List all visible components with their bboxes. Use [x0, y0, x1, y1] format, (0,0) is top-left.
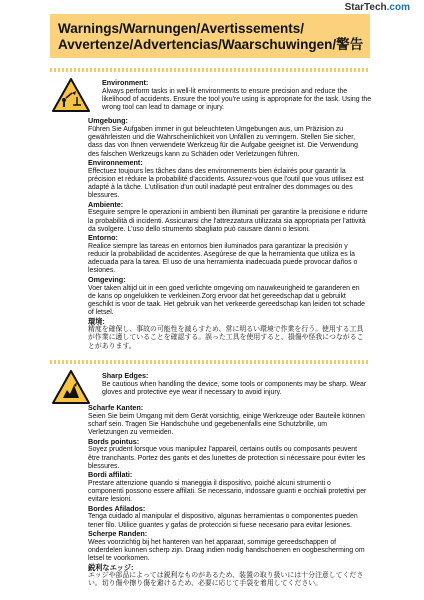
section-divider: [50, 68, 370, 72]
lang-block: [88, 564, 368, 589]
lang-block: [88, 404, 368, 437]
lang-title: Bordi affilati:: [88, 470, 133, 480]
lang-title: 鋭利なエッジ:: [88, 562, 134, 572]
lang-block: [88, 117, 368, 158]
lang-block: [88, 276, 368, 317]
lang-title: Ambiente:: [88, 199, 124, 209]
environment-title: Environment:: [102, 78, 149, 87]
sharp-edges-translations: [88, 404, 368, 589]
lang-text: Wees voorzichtig bij het hanteren van het apparaat, sommige gereedschappen of onderdelen kunnen scherp zijn. Draag indien nodig handschoenen en oogbescherming om letsel te voorkomen.: [88, 538, 365, 563]
lang-block: [88, 201, 368, 234]
lang-title: Scharfe Kanten:: [88, 403, 144, 413]
lang-text: Soyez prudent lorsque vous manipulez l'appareil, certains outils ou composants peuvent être tranchants. Portez des gants et des lunettes de protection si nécessaire pour éviter les blessures.: [88, 446, 366, 470]
environment-translations: [88, 117, 368, 351]
lang-block: [88, 318, 368, 351]
lang-text: Seien Sie beim Umgang mit dem Gerät vorsichtig, einige Werkzeuge oder Bauteile können scharf sein. Tragen Sie Handschuhe und gegebenenfalls eine Schutzbrille, um Verletzungen zu vermeiden.: [88, 412, 365, 437]
environment-warning-icon: [52, 78, 90, 112]
sharp-edges-block: [102, 372, 372, 397]
sharp-edges-title: Sharp Edges:: [102, 371, 149, 380]
lang-block: [88, 438, 368, 471]
lang-title: Umgebung:: [88, 116, 128, 126]
lang-text: Voer taken altijd uit in een goed verlichte omgeving om nauwkeurigheid te garanderen en de kans op ongelukken te verkleinen.Zorg ervoor dat het gereedschap dat u gebruikt geschikt is voor de taak. Het gebruik van het verkeerde gereedschap kan leiden tot schade of letsel.: [88, 284, 365, 317]
lang-text: Effectuez toujours les tâches dans des environnements bien éclairés pour garantir la précision et réduire la probabilité d'accidents. Assurez-vous que l'outil que vous utilisez est adapté à la tâche. L'utilisation d'un outil inadapté peut entraîner des dommages ou des blessures.: [88, 167, 364, 200]
lang-block: [88, 505, 368, 530]
lang-block: [88, 471, 368, 504]
lang-title: Scherpe Randen:: [88, 529, 148, 539]
lang-block: [88, 159, 368, 200]
lang-title: Bords pointus:: [88, 436, 140, 446]
lang-text: Realice siempre las tareas en entornos bien iluminados para garantizar la precisión y reducir la probabilidad de accidentes. Asegúrese de que la herramienta que utiliza es la adecuada para la tarea. El uso de una herramienta inadecuada puede provocar daños o lesiones.: [88, 242, 358, 275]
lang-text: Tenga cuidado al manipular el dispositivo, algunas herramientas o componentes pueden tener filo. Utilice guantes y gafas de protección si fuese necesario para evitar lesiones.: [88, 513, 358, 529]
warnings-banner: [50, 14, 370, 58]
environment-text: Always perform tasks in well-lit environments to ensure precision and reduce the likelihood of accidents. Ensure the tool you're using is appropriate for the task. Using the wrong tool can lead to damage or injury.: [102, 87, 372, 111]
lang-title: Omgeving:: [88, 275, 126, 284]
sharp-edges-text: Be cautious when handling the device, some tools or components may be sharp. Wear gloves and protective eye wear if necessary to avoid injury.: [102, 380, 367, 396]
lang-block: [88, 530, 368, 563]
lang-text: エッジや部品によっては鋭利なものがあるため、装置の取り扱いには十分注意してください。切り傷や擦り傷を避けるため、必要に応じて手袋を着用してください。: [88, 572, 364, 588]
lang-text: Führen Sie Aufgaben immer in gut beleuchteten Umgebungen aus, um Präzision zu gewährleisten und die Wahrscheinlichkeit von Unfällen zu verringern. Stellen Sie sicher, dass das von Ihnen verwendete Werkzeug für die Aufgabe geeignet ist. Die Verwendung des falschen Werkzeugs kann zu Schäden oder Verletzungen führen.: [88, 125, 358, 158]
lang-title: Entorno:: [88, 233, 118, 243]
banner-title-line-1: Warnings/Warnungen/Avertissements/: [58, 21, 305, 36]
section-divider: [50, 360, 370, 364]
lang-text: Eseguire sempre le operazioni in ambienti ben illuminati per garantire la precisione e ridurre la probabilità di incidenti. Assicurarsi che l'attrezzatura utilizzata sia appropriata per l'attività da svolgere. L'uso dello strumento sbagliato può causare danni o lesioni.: [88, 209, 368, 233]
sharp-edges-warning-icon: [52, 370, 90, 404]
lang-title: Bordes Afilados:: [88, 503, 146, 513]
lang-text: Prestare attenzione quando si maneggia il dispositivo, poiché alcuni strumenti o componenti possono essere affilati. Se necessario, indossare guanti e occhiali protettivi per evitare lesioni.: [88, 479, 367, 504]
lang-title: 環境:: [88, 316, 105, 326]
banner-title-line-2: Avvertenze/Advertencias/Waarschuwingen/警告: [58, 37, 364, 52]
lang-title: Environnement:: [88, 158, 143, 168]
environment-block: [102, 79, 372, 112]
brand-logo: StarTech.com: [344, 2, 410, 13]
lang-text: 精度を確保し、事故の可能性を減らすため、常に明るい環境で作業を行う。使用する工具が作業に適していることを確認する。誤った工具を使用すると、損傷や怪我につながることがあります。: [88, 326, 364, 350]
lang-block: [88, 234, 368, 275]
